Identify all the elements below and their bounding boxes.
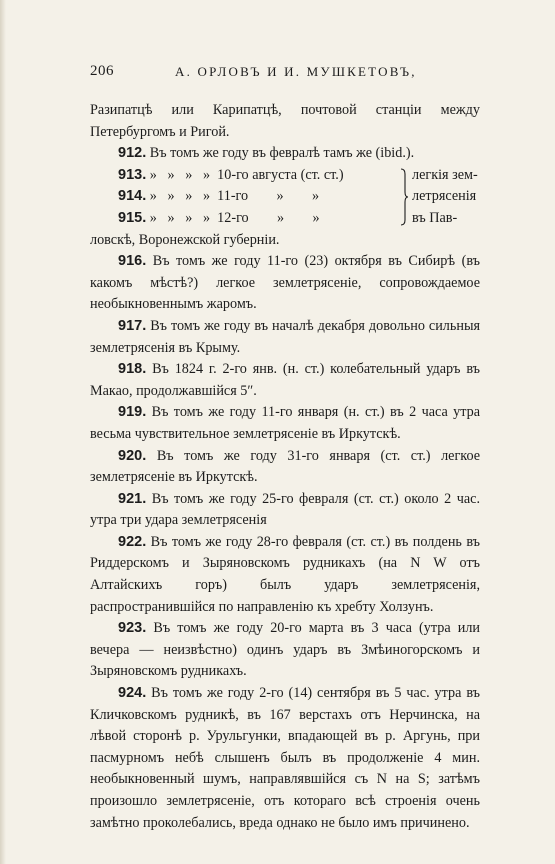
body-text xyxy=(90,100,480,834)
entry-text: Въ томъ же году 31-го января (ст. ст.) легкое землетрясеніе въ Иркутскѣ. xyxy=(90,447,481,486)
entry-number: 915. xyxy=(118,209,147,226)
entry-text: » » » » 12-го » » xyxy=(149,209,320,226)
entry-number: 919. xyxy=(118,404,147,421)
entry-text: Въ томъ же году 25-го февраля (ст. ст.) около 2 час. утра три удара землетрясенія xyxy=(90,490,481,529)
brace-note-line: въ Пав- xyxy=(412,209,458,226)
entry-text: Въ томъ же году 11-го января (н. ст.) въ 2 часа утра весьма чувствительное землетрясеніе въ Иркутскѣ. xyxy=(90,404,481,442)
curly-brace-icon xyxy=(400,168,408,226)
entry-915 xyxy=(90,208,320,230)
entry-921 xyxy=(90,489,480,532)
entry-912 xyxy=(90,143,480,165)
entry-919 xyxy=(90,402,480,445)
entry-922 xyxy=(90,532,480,618)
running-head-title: А. ОРЛОВЪ И И. МУШКЕТОВЪ, xyxy=(175,64,417,79)
entry-text: » » » » 11-го » » xyxy=(149,188,320,205)
entry-number: 912. xyxy=(118,145,147,162)
entry-924 xyxy=(90,683,480,834)
entry-number: 921. xyxy=(118,490,147,507)
entry-number: 924. xyxy=(118,685,147,702)
entry-923 xyxy=(90,618,480,683)
entry-number: 914. xyxy=(118,188,147,205)
entry-920 xyxy=(90,446,480,489)
entry-text: Въ томъ же году 2-го (14) сентября въ 5 час. утра въ Кличковскомъ рудникѣ, въ 167 верстахъ отъ Нерчинска, на лѣвой сторонѣ р. Урульгунки, впадающей въ р. Аргунь, при пасмурномъ небѣ слышенъ былъ въ продолженіе 4 мин. необыкновенный шумъ, направлявшійся съ N на S; затѣмъ произошло землетрясеніе, отъ котораго всѣ строенія очень замѣтно проколебались, вреда однако не было имъ причинено. xyxy=(90,685,481,831)
entry-number: 920. xyxy=(118,447,147,464)
entries-913-915-group xyxy=(90,165,480,230)
brace-note-line: легкія зем- xyxy=(412,166,478,183)
brace-note-line: летрясенія xyxy=(412,188,477,205)
continued-paragraph: Разипатцѣ или Карипатцѣ, почтовой станціи между Петербургомъ и Ригой. xyxy=(90,102,480,140)
entry-918 xyxy=(90,359,480,402)
entry-913 xyxy=(90,165,344,187)
entry-text: Въ томъ же году въ февралѣ тамъ же (ibid.). xyxy=(149,145,415,162)
entry-text: Въ томъ же году 28-го февраля (ст. ст.) въ полдень въ Риддерскомъ и Зыряновскомъ рудникахъ (на N W отъ Алтайскихъ горъ) былъ ударъ землетрясенія, распространившійся по направленію къ хребту Холзунъ. xyxy=(90,533,481,615)
entry-text: Въ 1824 г. 2-го янв. (н. ст.) колебательный ударъ въ Макао, продолжавшійся 5″. xyxy=(90,361,480,399)
page-edge-shadow xyxy=(0,0,6,864)
entry-text: » » » » 10-го августа (ст. ст.) xyxy=(149,166,344,183)
entry-text: Въ томъ же году 20-го марта въ 3 часа (утра или вечера — неизвѣстно) одинъ ударъ въ Змѣиногорскомъ и Зыряновскомъ рудникахъ. xyxy=(90,620,481,680)
entry-number: 923. xyxy=(118,620,147,637)
entry-number: 913. xyxy=(118,166,147,183)
entry-text: Въ томъ же году въ началѣ декабря довольно сильныя землетрясенія въ Крыму. xyxy=(90,317,480,356)
entry-916 xyxy=(90,251,480,316)
entry-914 xyxy=(90,186,319,208)
entry-number: 922. xyxy=(118,533,147,550)
page-number: 206 xyxy=(90,63,114,79)
entries-913-915-tail: ловскѣ, Воронежской губерніи. xyxy=(90,231,280,248)
entry-number: 916. xyxy=(118,253,147,270)
entry-number: 917. xyxy=(118,317,147,334)
entry-917 xyxy=(90,316,480,359)
entry-text: Въ томъ же году 11-го (23) октября въ Сибирѣ (въ какомъ мѣстѣ?) легкое землетрясеніе, сопровождаемое необыкновеннымъ жаромъ. xyxy=(90,253,480,313)
entry-number: 918. xyxy=(118,361,147,378)
running-head xyxy=(90,63,480,85)
